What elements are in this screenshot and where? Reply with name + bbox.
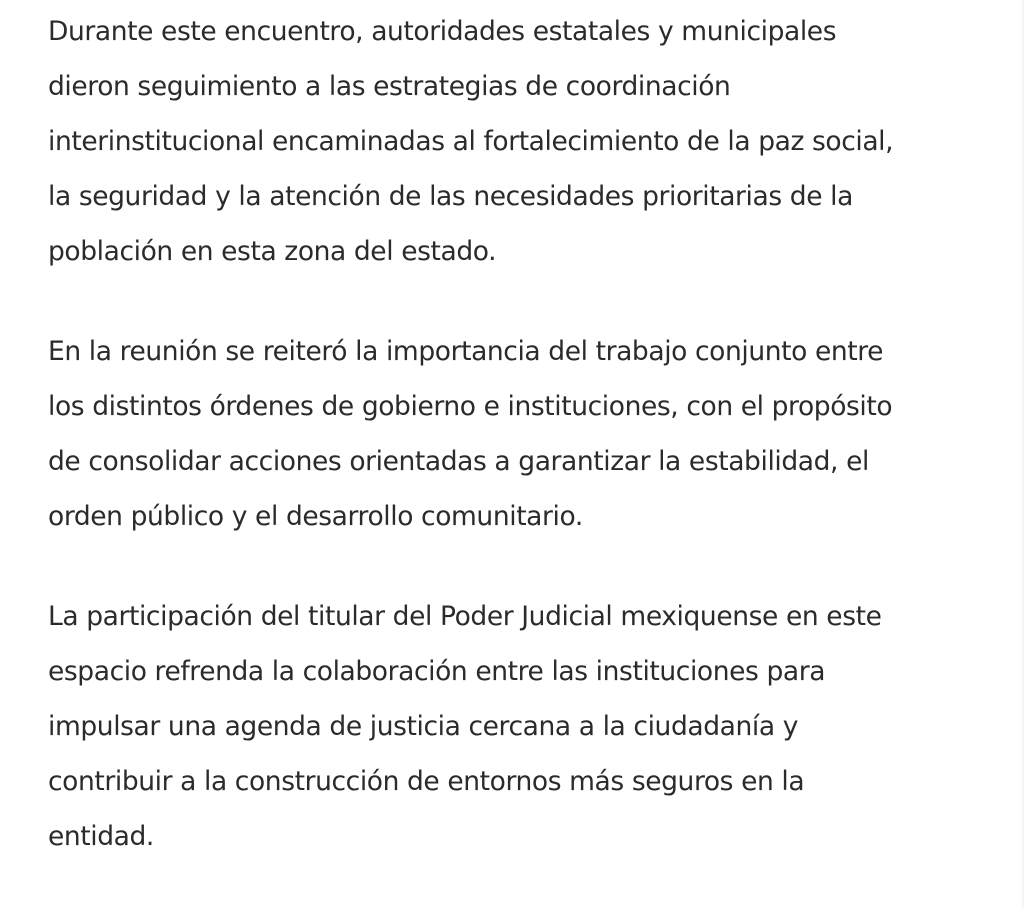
paragraph-line: contribuir a la construcción de entornos más seguros en la	[48, 766, 805, 797]
paragraph-line: de consolidar acciones orientadas a garantizar la estabilidad, el	[48, 446, 869, 477]
paragraph-2	[48, 324, 1020, 544]
paragraph-line: En la reunión se reiteró la importancia del trabajo conjunto entre	[48, 336, 884, 367]
paragraph-line: los distintos órdenes de gobierno e instituciones, con el propósito	[48, 391, 893, 422]
paragraph-line: interinstitucional encaminadas al fortalecimiento de la paz social,	[48, 126, 894, 157]
paragraph-1	[48, 4, 1020, 279]
paragraph-line: entidad.	[48, 821, 154, 852]
paragraph-line: población en esta zona del estado.	[48, 236, 497, 267]
paragraph-line: orden público y el desarrollo comunitario.	[48, 501, 583, 532]
paragraph-line: dieron seguimiento a las estrategias de coordinación	[48, 71, 731, 102]
paragraph-line: la seguridad y la atención de las necesidades prioritarias de la	[48, 181, 853, 212]
paragraph-line: La participación del titular del Poder Judicial mexiquense en este	[48, 601, 882, 632]
paragraph-line: impulsar una agenda de justicia cercana a la ciudadanía y	[48, 711, 798, 742]
paragraph-line: espacio refrenda la colaboración entre las instituciones para	[48, 656, 826, 687]
paragraph-line: Durante este encuentro, autoridades estatales y municipales	[48, 16, 837, 47]
paragraph-3	[48, 589, 1020, 864]
article-body	[48, 4, 1020, 909]
